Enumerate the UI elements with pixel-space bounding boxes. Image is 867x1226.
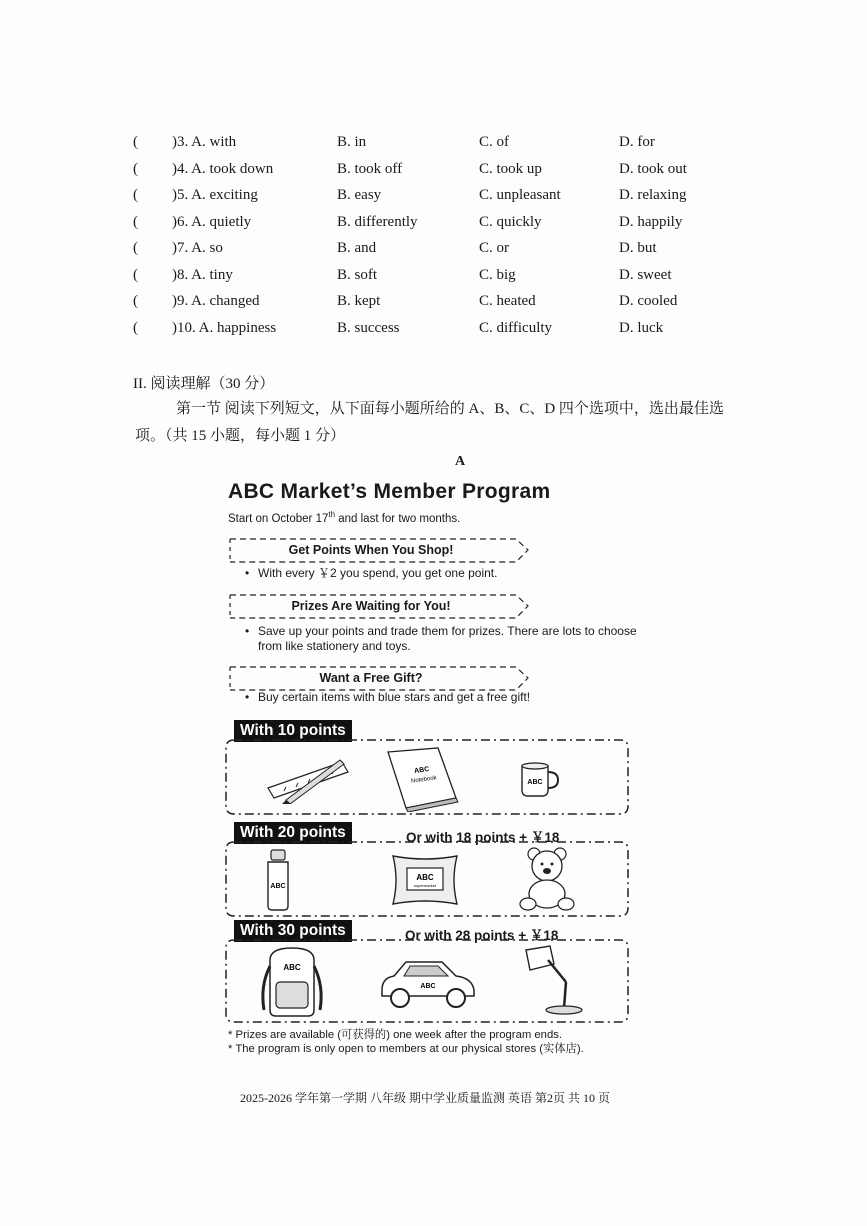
answer-blank[interactable]: (	[133, 267, 138, 283]
option-b: B. soft	[337, 267, 378, 283]
option-a: )8. A. tiny	[172, 267, 233, 283]
tier-30-label: With 30 points	[234, 920, 352, 942]
backpack-icon	[254, 946, 330, 1018]
option-c: C. or	[479, 240, 509, 256]
option-b: B. easy	[337, 187, 382, 203]
page-footer: 2025-2026 学年第一学期 八年级 期中学业质量监测 英语 第2页 共 10 页	[240, 1091, 610, 1105]
option-c: C. unpleasant	[479, 187, 561, 203]
svg-text:ABC: ABC	[283, 963, 301, 972]
option-d: D. sweet	[619, 267, 672, 283]
desk-lamp-icon	[520, 942, 600, 1018]
option-b: B. in	[337, 134, 367, 150]
svg-text:ABC: ABC	[413, 765, 430, 776]
question-row	[0, 267, 867, 293]
option-a: )6. A. quietly	[172, 214, 252, 230]
option-d: D. took out	[619, 161, 687, 177]
tier-10-label: With 10 points	[234, 720, 352, 742]
notebook-icon	[382, 746, 462, 812]
banner-bullet: • Buy certain items with blue stars and get a free gift!	[258, 690, 658, 705]
banner-points	[226, 538, 526, 562]
option-b: B. differently	[337, 214, 418, 230]
passage-label: A	[455, 454, 466, 469]
member-program-ad	[220, 474, 660, 1064]
option-d: D. relaxing	[619, 187, 687, 203]
option-c: C. quickly	[479, 214, 542, 230]
question-row	[0, 214, 867, 240]
water-bottle-icon	[262, 848, 296, 912]
banner-label: Get Points When You Shop!	[288, 543, 454, 557]
banner-bullet: • With every ￥2 you spend, you get one point.	[258, 566, 658, 581]
footnote: * Prizes are available (可获得的) one week after the program ends.	[228, 1029, 563, 1041]
answer-blank[interactable]: (	[133, 320, 138, 336]
answer-blank[interactable]: (	[133, 293, 138, 309]
option-c: C. big	[479, 267, 516, 283]
tier-20-label: With 20 points	[234, 822, 352, 844]
option-a: )3. A. with	[172, 134, 237, 150]
option-c: C. took up	[479, 161, 542, 177]
option-d: D. luck	[619, 320, 664, 336]
option-a: )5. A. exciting	[172, 187, 258, 203]
answer-blank[interactable]: (	[133, 134, 138, 150]
question-row	[0, 187, 867, 213]
svg-text:Notebook: Notebook	[410, 775, 437, 785]
tier-20-prizes	[222, 840, 630, 916]
question-row	[0, 134, 867, 160]
ruler-pencil-icon	[264, 754, 354, 804]
teddy-bear-icon	[514, 846, 582, 912]
svg-text:ABC: ABC	[270, 883, 286, 890]
option-a: )10. A. happiness	[172, 320, 277, 336]
option-d: D. for	[619, 134, 655, 150]
question-row	[0, 161, 867, 187]
banner-bullet: • Save up your points and trade them for prizes. There are lots to choose from like stationery and toys.	[258, 624, 658, 654]
section-instruction: 第一节 阅读下列短文，从下面每小题所给的 A、B、C、D 四个选项中，选出最佳选项。（共 15 小题，每小题 1 分）	[135, 401, 724, 444]
option-a: )4. A. took down	[172, 161, 274, 177]
banner-label: Want a Free Gift?	[319, 671, 423, 685]
svg-text:ABC: ABC	[527, 779, 543, 786]
option-b: B. and	[337, 240, 377, 256]
toy-car-icon	[376, 954, 480, 1012]
option-c: C. heated	[479, 293, 536, 309]
banner-gift	[226, 666, 526, 690]
tier-30-alternative: Or with 28 points + ￥18	[405, 928, 559, 943]
footnote: * The program is only open to members at our physical stores (实体店).	[228, 1043, 584, 1055]
answer-blank[interactable]: (	[133, 214, 138, 230]
option-d: D. but	[619, 240, 657, 256]
pillow-icon	[387, 850, 463, 910]
svg-text:ABC: ABC	[420, 983, 436, 990]
option-a: )9. A. changed	[172, 293, 260, 309]
answer-blank[interactable]: (	[133, 187, 138, 203]
option-a: )7. A. so	[172, 240, 223, 256]
option-b: B. kept	[337, 293, 381, 309]
option-d: D. happily	[619, 214, 683, 230]
tier-20-alternative: Or with 18 points + ￥18	[406, 830, 560, 845]
answer-blank[interactable]: (	[133, 161, 138, 177]
option-b: B. success	[337, 320, 400, 336]
ad-subtitle: Start on October 17th and last for two months.	[228, 510, 461, 525]
option-d: D. cooled	[619, 293, 678, 309]
section-heading: II. 阅读理解（30 分）	[133, 376, 275, 392]
banner-prizes	[226, 594, 526, 618]
option-c: C. of	[479, 134, 509, 150]
answer-blank[interactable]: (	[133, 240, 138, 256]
tier-10-prizes	[222, 738, 630, 814]
question-row	[0, 320, 867, 346]
svg-text:supermarket: supermarket	[413, 883, 437, 888]
question-row	[0, 240, 867, 266]
banner-label: Prizes Are Waiting for You!	[291, 599, 451, 613]
question-row	[0, 293, 867, 319]
option-c: C. difficulty	[479, 320, 553, 336]
ad-title: ABC Market’s Member Program	[228, 480, 551, 503]
mug-icon	[516, 760, 566, 800]
svg-text:ABC: ABC	[416, 873, 434, 882]
tier-30-prizes	[222, 938, 630, 1022]
option-b: B. took off	[337, 161, 403, 177]
